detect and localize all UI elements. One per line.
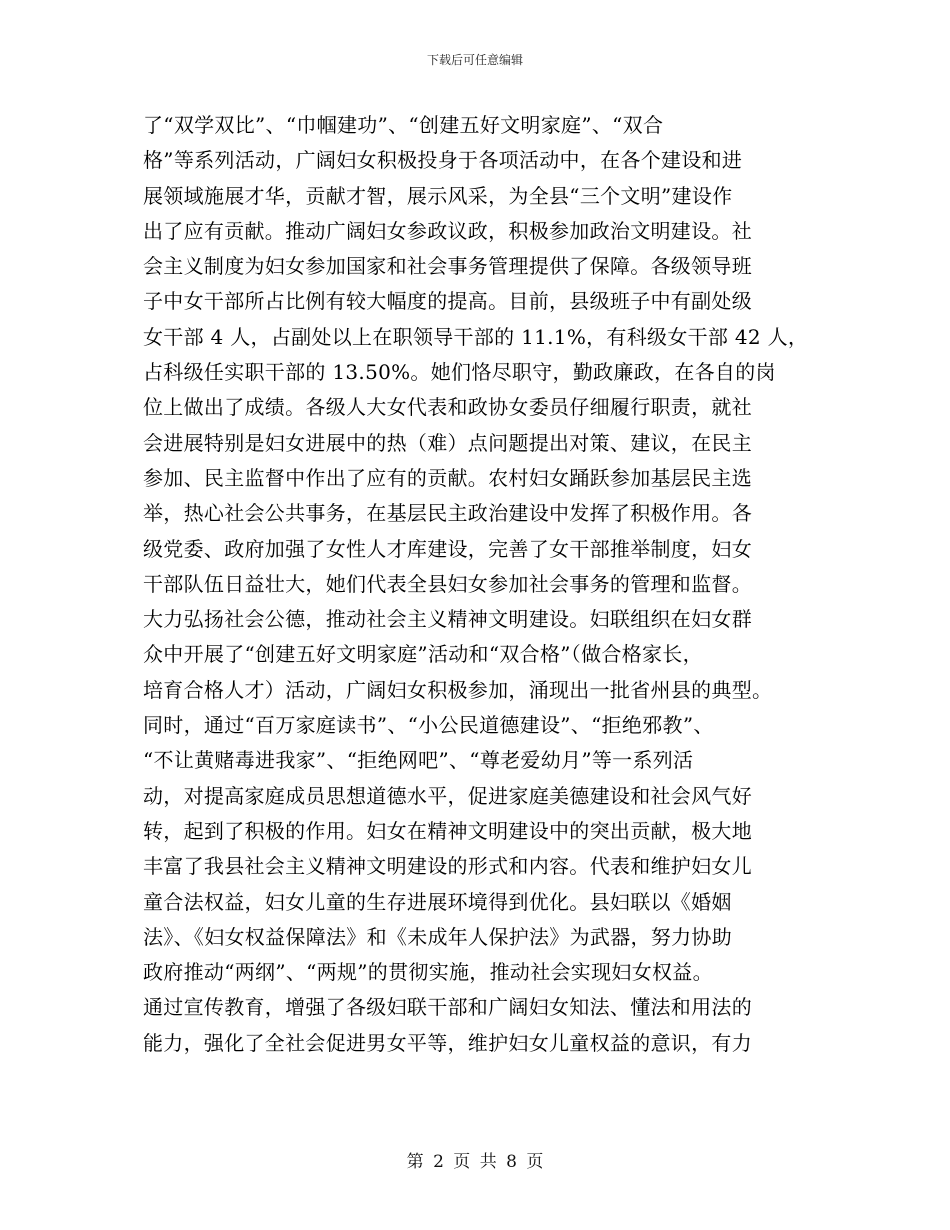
body-line: 占科级任实职干部的 13.50%。她们恪尽职守，勤政廉政，在各自的岗: [143, 360, 776, 385]
body-line: 女干部 4 人，占副处以上在职领导干部的 11.1%，有科级女干部 42 人，: [143, 324, 809, 349]
body-line: 动，对提高家庭成员思想道德水平，促进家庭美德建设和社会风气好: [143, 783, 752, 808]
body-line: 转，起到了积极的作用。妇女在精神文明建设中的突出贡献，极大地: [143, 818, 752, 843]
body-line: 会主义制度为妇女参加国家和社会事务管理提供了保障。各级领导班: [143, 254, 752, 279]
body-line: 法》、《妇女权益保障法》和《未成年人保护法》为武器，努力协助: [143, 924, 732, 949]
body-line: 培育合格人才）活动，广阔妇女积极参加，涌现出一批省州县的典型。: [143, 677, 773, 702]
body-line: “不让黄赌毒进我家”、“拒绝网吧”、“尊老爱幼月”等一系列活: [143, 748, 694, 773]
body-line: 格”等系列活动，广阔妇女积极投身于各项活动中，在各个建设和进: [143, 148, 743, 173]
body-line: 同时，通过“百万家庭读书”、“小公民道德建设”、“拒绝邪教”、: [143, 713, 714, 738]
document-body: [143, 108, 813, 1061]
body-line: 级党委、政府加强了女性人才库建设，完善了女干部推举制度，妇女: [143, 536, 752, 561]
page-header: 下载后可任意编辑: [426, 53, 523, 67]
body-line: 了“双学双比”、“巾帼建功”、“创建五好文明家庭”、“双合: [143, 113, 664, 137]
body-line: 举，热心社会公共事务，在基层民主政治建设中发挥了积极作用。各: [143, 501, 752, 526]
body-line: 能力，强化了全社会促进男女平等，维护妇女儿童权益的意识，有力: [143, 1030, 752, 1055]
page-number: 第 2 页 共 8 页: [406, 1152, 544, 1172]
body-line: 出了应有贡献。推动广阔妇女参政议政，积极参加政治文明建设。社: [143, 218, 752, 243]
body-line: 通过宣传教育，增强了各级妇联干部和广阔妇女知法、懂法和用法的: [143, 995, 752, 1020]
body-line: 童合法权益，妇女儿童的生存进展环境得到优化。县妇联以《婚姻: [143, 889, 732, 914]
body-line: 干部队伍日益壮大，她们代表全县妇女参加社会事务的管理和监督。: [143, 571, 752, 596]
body-line: 丰富了我县社会主义精神文明建设的形式和内容。代表和维护妇女儿: [143, 854, 752, 879]
body-line: 政府推动“两纲”、“两规”的贯彻实施，推动社会实现妇女权益。: [143, 960, 713, 985]
body-line: 子中女干部所占比例有较大幅度的提高。目前，县级班子中有副处级: [143, 289, 752, 314]
body-line: 参加、民主监督中作出了应有的贡献。农村妇女踊跃参加基层民主选: [143, 465, 752, 490]
body-line: 展领域施展才华，贡献才智，展示风采，为全县“三个文明”建设作: [143, 183, 733, 208]
body-line: 大力弘扬社会公德，推动社会主义精神文明建设。妇联组织在妇女群: [143, 607, 752, 632]
body-line: 众中开展了“创建五好文明家庭”活动和“双合格”（做合格家长，: [143, 642, 703, 667]
body-line: 位上做出了成绩。各级人大女代表和政协女委员仔细履行职责，就社: [143, 395, 752, 420]
body-line: 会进展特别是妇女进展中的热（难）点问题提出对策、建议，在民主: [143, 430, 752, 455]
